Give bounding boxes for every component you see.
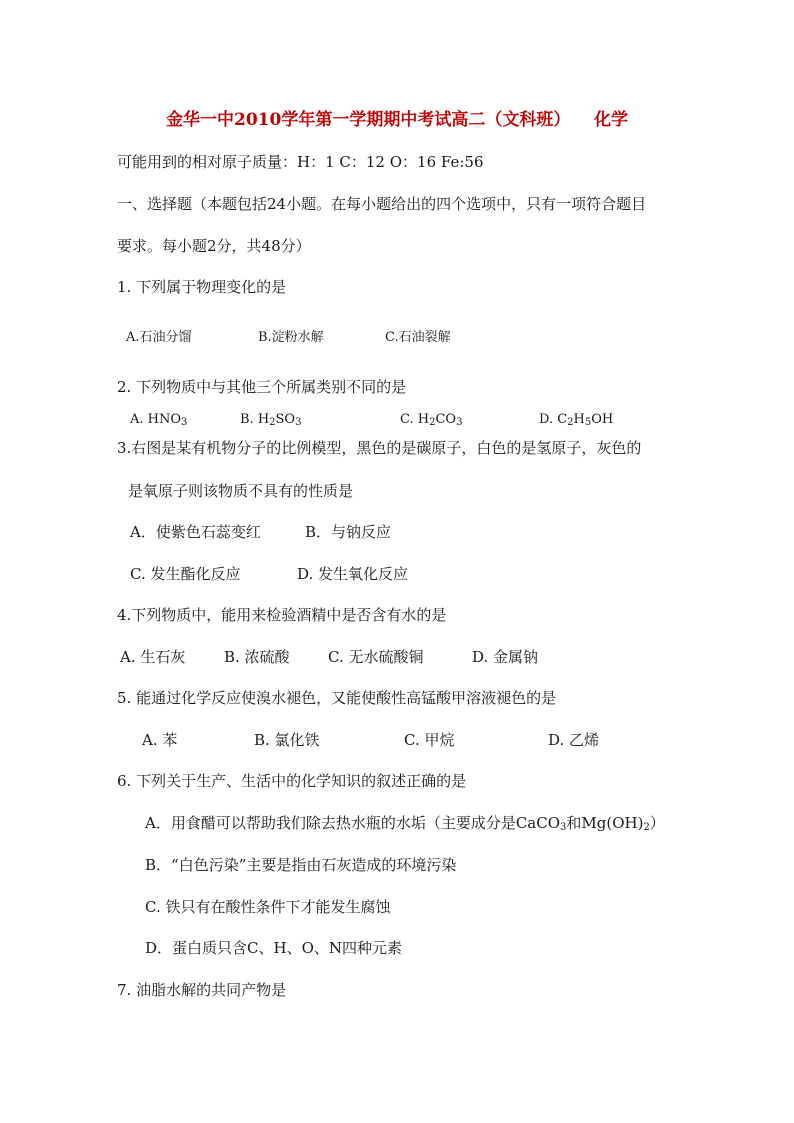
- question-4-option-d: D. 金属钠: [472, 648, 539, 666]
- question-6-option-d: D．蛋白质只含C、H、O、N四种元素: [145, 939, 403, 957]
- question-6-option-b: B．“白色污染”主要是指由石灰造成的环境污染: [145, 856, 457, 874]
- question-3-option-d: D. 发生氧化反应: [297, 565, 409, 583]
- question-3-stem-line2: 是氧原子则该物质不具有的性质是: [128, 482, 354, 500]
- question-4-option-b: B. 浓硫酸: [224, 648, 290, 666]
- question-1-option-a: A.石油分馏: [126, 330, 192, 345]
- question-4-stem: 4.下列物质中，能用来检验酒精中是否含有水的是: [117, 606, 447, 624]
- question-1-option-b: B.淀粉水解: [258, 330, 324, 345]
- question-2-stem: 2. 下列物质中与其他三个所属类别不同的是: [117, 378, 407, 396]
- question-3-option-a: A．使紫色石蕊变红: [130, 523, 261, 541]
- section-instructions-line1: 一、选择题（本题包括24小题。在每小题给出的四个选项中，只有一项符合题目: [117, 195, 647, 213]
- question-7-stem: 7. 油脂水解的共同产物是: [117, 981, 287, 999]
- question-3-option-c: C. 发生酯化反应: [130, 565, 241, 583]
- question-5-option-c: C. 甲烷: [404, 731, 455, 749]
- question-2-option-b: B. $H_2SO_3$: [240, 412, 302, 428]
- question-6-stem: 6. 下列关于生产、生活中的化学知识的叙述正确的是: [117, 772, 467, 790]
- exam-title: 金华一中2010学年第一学期期中考试高二（文科班） 化学: [166, 110, 628, 130]
- question-5-option-b: B. 氯化铁: [254, 731, 320, 749]
- question-5-stem: 5. 能通过化学反应使溴水褪色，又能使酸性高锰酸甲溶液褪色的是: [117, 689, 557, 707]
- question-1-stem: 1. 下列属于物理变化的是: [117, 278, 287, 296]
- question-2-option-d: D. $C_2H_5OH$: [539, 412, 614, 428]
- question-6-option-c: C. 铁只有在酸性条件下才能发生腐蚀: [145, 898, 391, 916]
- atomic-masses: 可能用到的相对原子质量：H：1 C：12 O：16 Fe:56: [117, 153, 484, 171]
- question-4-option-c: C. 无水硫酸铜: [328, 648, 424, 666]
- question-5-option-a: A. 苯: [142, 731, 178, 749]
- question-3-option-b: B．与钠反应: [305, 523, 392, 541]
- question-2-option-a: A. $HNO_3$: [130, 412, 188, 428]
- question-6-option-a: A．用食醋可以帮助我们除去热水瓶的水垢（主要成分是CaCO$_3$和$Mg(OH)_2$）: [145, 814, 665, 833]
- question-2-option-c: C. $H_2CO_3$: [400, 412, 463, 428]
- question-4-option-a: A. 生石灰: [120, 648, 186, 666]
- question-1-option-c: C.石油裂解: [385, 330, 451, 345]
- section-instructions-line2: 要求。每小题2分，共48分）: [117, 237, 311, 255]
- question-5-option-d: D. 乙烯: [548, 731, 600, 749]
- question-3-stem-line1: 3.右图是某有机物分子的比例模型，黑色的是碳原子，白色的是氢原子，灰色的: [117, 439, 642, 457]
